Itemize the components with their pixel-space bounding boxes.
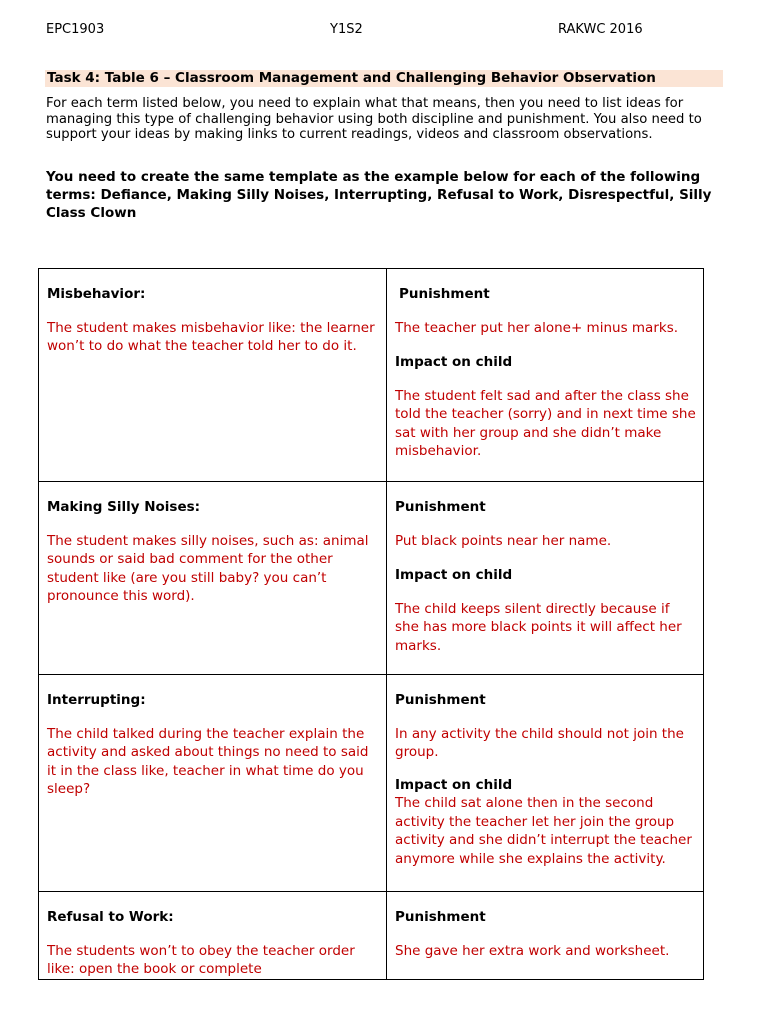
term-cell: [39, 269, 387, 482]
punishment-text: The teacher put her alone+ minus marks.: [395, 319, 679, 336]
term-label: Misbehavior:: [47, 286, 146, 302]
intro-paragraph: For each term listed below, you need to explain what that means, then you need to list ideas for managing this type of challenging behavior using both discipline and punishment. You also need to support your ideas by making links to current readings, videos and classroom observations.: [46, 96, 702, 142]
impact-text: The child sat alone then in the second activity the teacher let her join the group activity and she didn’t interrupt the teacher anymore while she explains the activity.: [395, 795, 692, 867]
table-row: [39, 675, 704, 892]
term-cell: [39, 892, 387, 980]
response-cell: [387, 675, 704, 892]
term-description: The students won’t to obey the teacher order like: open the book or complete: [47, 942, 355, 977]
response-cell: [387, 892, 704, 980]
observation-table: [38, 268, 704, 980]
table-row: [39, 482, 704, 675]
instruction-paragraph: You need to create the same template as the example below for each of the following terms: Defiance, Making Silly Noises, Interrupting, Refusal to Work, Disrespectful, Silly Class Clown: [46, 169, 712, 221]
term-cell: [39, 675, 387, 892]
impact-label: Impact on child: [395, 776, 513, 793]
term-description: The student makes misbehavior like: the learner won’t to do what the teacher told her to do it.: [47, 319, 375, 354]
punishment-text: Put black points near her name.: [395, 532, 612, 549]
term-description: The child talked during the teacher explain the activity and asked about things no need to said it in the class like, teacher in what time do you sleep?: [47, 725, 369, 797]
punishment-label: Punishment: [399, 286, 490, 302]
term-description: The student makes silly noises, such as: animal sounds or said bad comment for the other student like (are you still baby? you can’t pronounce this word).: [47, 532, 369, 604]
course-code: EPC1903: [46, 22, 105, 37]
term-cell: [39, 482, 387, 675]
impact-label: Impact on child: [395, 354, 513, 370]
term-label: Interrupting:: [47, 692, 146, 708]
table-row: [39, 269, 704, 482]
response-cell: [387, 482, 704, 675]
term-label: Y1S2: [330, 22, 363, 37]
punishment-text: In any activity the child should not join the group.: [395, 725, 684, 760]
document-code: RAKWC 2016: [558, 22, 643, 37]
punishment-label: Punishment: [395, 692, 486, 708]
punishment-text: She gave her extra work and worksheet.: [395, 942, 670, 959]
task-title: Task 4: Table 6 – Classroom Management and Challenging Behavior Observation: [45, 70, 723, 87]
impact-label: Impact on child: [395, 567, 513, 583]
term-label: Refusal to Work:: [47, 909, 174, 925]
term-label: Making Silly Noises:: [47, 499, 201, 515]
table-row: [39, 892, 704, 980]
impact-text: The child keeps silent directly because if she has more black points it will affect her marks.: [395, 600, 682, 654]
punishment-label: Punishment: [395, 499, 486, 515]
punishment-label: Punishment: [395, 909, 486, 925]
response-cell: [387, 269, 704, 482]
impact-text: The student felt sad and after the class she told the teacher (sorry) and in next time she sat with her group and she didn’t make misbehavior.: [395, 387, 696, 459]
